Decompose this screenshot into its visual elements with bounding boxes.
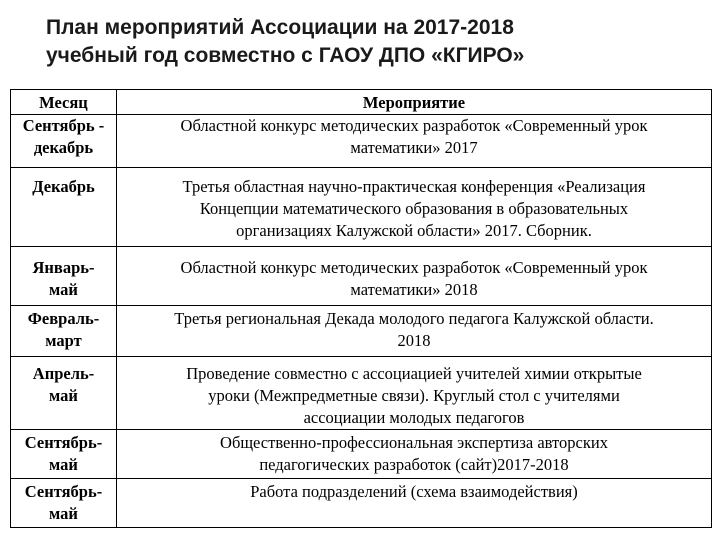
month-line: Январь- [32,258,95,277]
table-row [11,430,712,479]
events-table [10,89,712,528]
month-cell [11,479,117,528]
table-row [11,357,712,430]
event-line: математики» 2017 [350,138,478,157]
month-cell [11,306,117,357]
month-cell [11,430,117,479]
event-line: Концепции математического образования в образовательных [199,199,629,218]
event-line: Общественно-профессиональная экспертиза авторских [220,433,608,452]
header-month: Месяц [11,90,117,115]
event-line: педагогических разработок (сайт)2017-2018 [259,455,569,474]
event-line: Работа подразделений (схема взаимодействия) [250,482,578,501]
month-cell [11,247,117,306]
table-row [11,247,712,306]
event-cell [117,247,712,306]
month-line: Февраль- [27,309,100,328]
month-line: декабрь [33,138,94,157]
month-line: май [49,386,78,405]
month-line: Сентябрь - [22,116,105,135]
table-row [11,115,712,168]
event-line: математики» 2018 [350,280,478,299]
title-line-2: учебный год совместно с ГАОУ ДПО «КГИРО» [46,44,525,67]
month-cell [11,168,117,247]
event-line: организациях Калужской области» 2017. Сборник. [236,221,592,240]
event-cell [117,430,712,479]
month-line: май [49,455,78,474]
event-line: Проведение совместно с ассоциацией учителей химии открытые [186,364,642,383]
table-row [11,306,712,357]
event-line: Третья областная научно-практическая конференция «Реализация [182,177,646,196]
event-cell [117,168,712,247]
month-line: май [49,504,78,523]
page-title [46,14,686,70]
event-line: Областной конкурс методических разработок «Современный урок [180,116,648,135]
event-line: 2018 [397,331,431,350]
month-line: Сентябрь- [24,482,103,501]
event-cell [117,115,712,168]
month-line: май [49,280,78,299]
event-line: уроки (Межпредметные связи). Круглый стол с учителями [208,386,620,405]
table-row [11,479,712,528]
month-line: Сентябрь- [24,433,103,452]
event-cell [117,306,712,357]
event-line: Областной конкурс методических разработок «Современный урок [180,258,648,277]
month-line: Декабрь [32,177,95,196]
table-row [11,168,712,247]
table-header-row [11,90,712,115]
month-cell [11,115,117,168]
header-event: Мероприятие [117,90,712,115]
event-cell [117,479,712,528]
month-line: Апрель- [32,364,95,383]
event-cell [117,357,712,430]
month-line: март [45,331,82,350]
event-line: Третья региональная Декада молодого педагога Калужской области. [174,309,654,328]
title-line-1: План мероприятий Ассоциации на 2017-2018 [46,16,514,39]
event-line: ассоциации молодых педагогов [303,408,525,427]
month-cell [11,357,117,430]
